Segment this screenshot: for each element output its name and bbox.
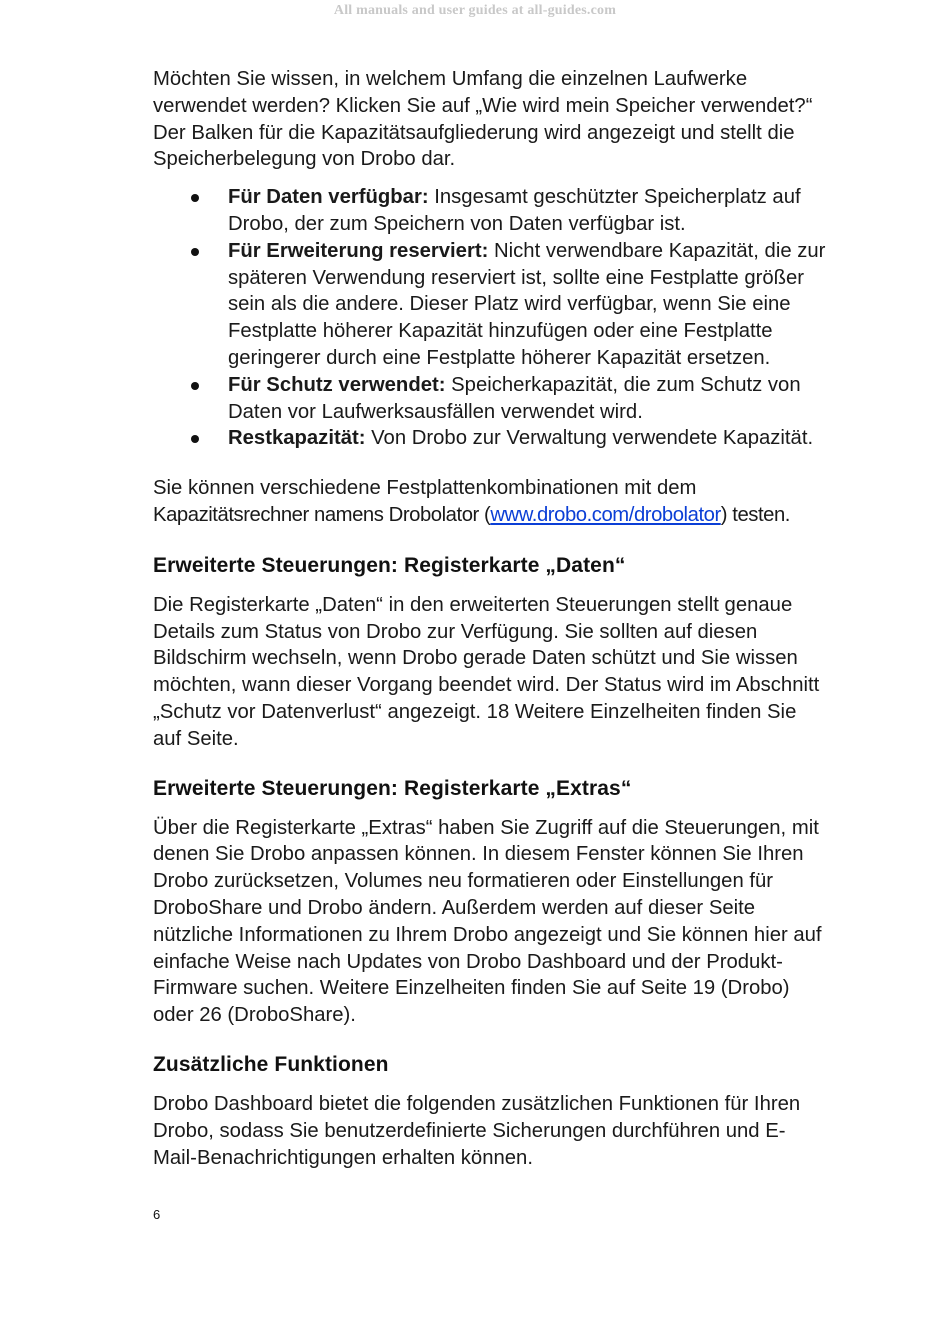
drobolator-paragraph: [153, 475, 828, 529]
bullet-text: Von Drobo zur Verwaltung verwendete Kapazität.: [365, 427, 814, 450]
heading-extras: Erweiterte Steuerungen: Registerkarte „Extras“: [153, 776, 632, 800]
bullet-item-restkapazitaet: [153, 425, 828, 452]
bullet-icon: [191, 248, 199, 256]
bullet-item-daten-verfuegbar: [153, 184, 828, 238]
drobolator-line2: [153, 504, 790, 526]
drobolator-text-before: Kapazitätsrechner namens Drobolator (: [153, 503, 491, 526]
zusatz-paragraph: Drobo Dashboard bietet die folgenden zusätzlichen Funktionen für Ihren Drobo, sodass Sie benutzerdefinierte Sicherungen durchführen und E-Mail-Benachrichtigungen erhalten können.: [153, 1092, 801, 1169]
bullet-text: Nicht verwendbare Kapazität, die zur späteren Verwendung reserviert ist, sollte eine Festplatte größer sein als die andere. Dieser Platz wird verfügbar, wenn Sie eine Festplatte höherer Kapazität hinzufügen oder eine Festplatte geringerer durch eine Festplatte höherer Kapazität ersetzen.: [228, 239, 826, 369]
bullet-text: Insgesamt geschützter Speicherplatz auf Drobo, der zum Speichern von Daten verfügbar ist.: [228, 186, 801, 235]
bullet-term: Für Daten verfügbar:: [228, 186, 429, 209]
drobolator-text-after: ) testen.: [720, 503, 790, 526]
bullet-text: Speicherkapazität, die zum Schutz von Daten vor Laufwerksausfällen verwendet wird.: [228, 373, 801, 423]
heading-zusaetzliche-funktionen: Zusätzliche Funktionen: [153, 1052, 389, 1076]
daten-paragraph: Die Registerkarte „Daten“ in den erweiterten Steuerungen stellt genaue Details zum Status von Drobo zur Verfügung. Sie sollten auf diesen Bildschirm wechseln, wenn Drobo gerade Daten schützt und Sie wissen möchten, wann dieser Vorgang beendet wird. Der Status wird im Abschnitt „Schutz vor Datenverlust“ angezeigt. 18 Weitere Einzelheiten finden Sie auf Seite.: [153, 593, 820, 750]
bullet-term: Für Schutz verwendet:: [228, 373, 446, 396]
bullet-icon: [191, 435, 199, 443]
page-number: 6: [153, 1207, 161, 1222]
bullet-item-erweiterung-reserviert: [153, 238, 828, 372]
intro-paragraph: Möchten Sie wissen, in welchem Umfang die einzelnen Laufwerke verwendet werden? Klicken Sie auf „Wie wird mein Speicher verwendet?“ Der Balken für die Kapazitätsaufgliederung wird angezeigt und stellt die Speicherbelegung von Drobo dar.: [153, 68, 813, 171]
bullet-term: Für Erweiterung reserviert:: [228, 239, 489, 262]
watermark: All manuals and user guides at all-guides.com: [333, 3, 617, 18]
bullet-item-schutz-verwendet: [153, 372, 828, 426]
heading-daten: Erweiterte Steuerungen: Registerkarte „Daten“: [153, 553, 626, 577]
bullet-icon: [191, 194, 199, 202]
page-content: [153, 66, 828, 1171]
drobolator-line1: Sie können verschiedene Festplattenkombinationen mit dem: [153, 477, 697, 500]
capacity-bullet-list: [153, 184, 828, 452]
extras-paragraph: Über die Registerkarte „Extras“ haben Sie Zugriff auf die Steuerungen, mit denen Sie Drobo anpassen können. In diesem Fenster können Sie Ihren Drobo zurücksetzen, Volumes neu formatieren oder Einstellungen für DroboShare und Drobo ändern. Außerdem werden auf dieser Seite nützliche Informationen zu Ihrem Drobo angezeigt und Sie können hier auf einfache Weise nach Updates von Drobo Dashboard und der Produkt-Firmware suchen. Weitere Einzelheiten finden Sie auf Seite 19 (Drobo) oder 26 (DroboShare).: [153, 816, 822, 1027]
bullet-icon: [191, 382, 199, 390]
bullet-term: Restkapazität:: [228, 427, 366, 450]
drobolator-link[interactable]: www.drobo.com/drobolator: [490, 503, 721, 526]
